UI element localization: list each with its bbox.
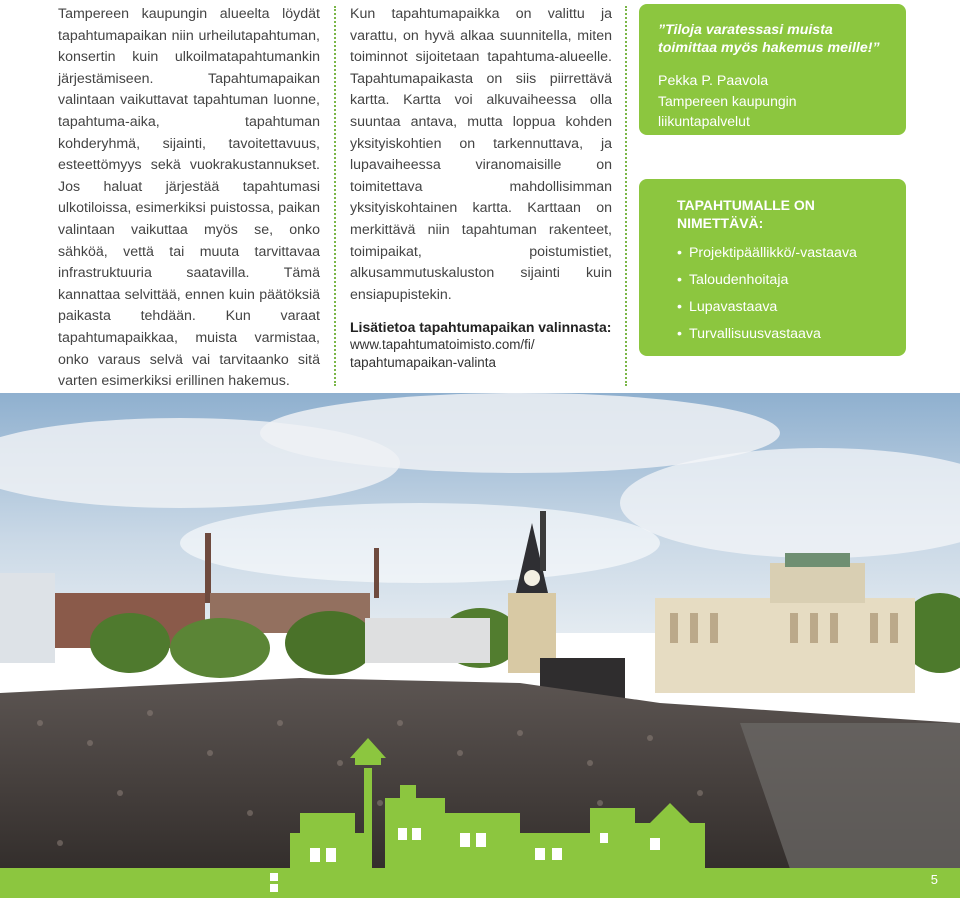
middle-column (350, 4, 612, 372)
more-info-link[interactable] (350, 336, 612, 372)
more-info-link-line-1[interactable]: www.tapahtumatoimisto.com/fi/ (350, 337, 535, 353)
crowd-photo-illustration (0, 393, 960, 898)
page-number: 5 (930, 872, 938, 887)
role-item: • Projektipäällikkö/-vastaava (677, 240, 906, 267)
quote-text: ”Tiloja varatessasi muista toimittaa myös hakemus meille!” (658, 22, 880, 56)
event-crowd-photo (0, 393, 960, 898)
quote-box (639, 4, 906, 135)
more-info-link-line-2[interactable]: tapahtumapaikan-valinta (350, 355, 496, 371)
role-item: • Lupavastaava (677, 294, 906, 321)
roles-box (639, 179, 906, 356)
role-item: • Turvallisuusvastaava (677, 321, 906, 348)
column-divider (625, 6, 627, 386)
quote-author: Pekka P. Paavola (658, 73, 769, 89)
role-item: • Taloudenhoitaja (677, 267, 906, 294)
roles-title: TAPAHTUMALLE ON NIMETTÄVÄ: (677, 197, 815, 231)
theater-building (655, 598, 915, 693)
body-text-middle: Kun tapahtumapaikka on valittu ja varattu, on hyvä alkaa suunnitella, miten toiminnot sijoitetaan tapahtuma-alueelle. Tapahtumapaikasta on siis piirrettävä kartta. Kartta voi alkuvaiheessa olla suuntaa antava, mutta loppua kohden yksityiskohtien on tarkennuttava, ja lupavaiheessa viranomaisille on toimitettava mahdollisimman yksityiskohtainen kartta. Karttaan on merkittävä niin tapahtuman rakenteet, toimipaikat, poistumistiet, alkusammutuskaluston sijainti kuin ensiapupistekin. (350, 6, 612, 303)
quote-organization: Tampereen kaupungin liikuntapalvelut (658, 93, 797, 129)
chimney (205, 533, 211, 603)
roles-list (639, 240, 906, 348)
more-info-title: Lisätietoa tapahtumapaikan valinnasta: (350, 319, 612, 336)
left-column (58, 4, 320, 393)
body-text-left: Tampereen kaupungin alueelta löydät tapahtumapaikan niin urheilutapahtuman, konsertin kuin ulkoilmatapahtumankin järjestämiseen. Tapahtumapaikan valintaan vaikuttavat tapahtuman luonne, tapahtuma-aika, tapahtuman kohderyhmä, sijainti, tavoitettavuus, esteettömyys sekä vuokrakustannukset. Jos haluat järjestää tapahtumasi ulkotiloissa, esimerkiksi puistossa, paikan valintaan vaikuttaa myös se, onko sähköä, vettä tai muuta tarvittavaa infrastruktuuria saatavilla. Tämä kannattaa selvittää, ennen kuin päätöksiä paikasta tehdään. Kun varaat tapahtumapaikkaa, muista varmistaa, onko varaus selvä vai tarvitaanko sitä varten esimerkiksi erillinen hakemus. (58, 6, 320, 390)
column-divider (334, 6, 336, 386)
